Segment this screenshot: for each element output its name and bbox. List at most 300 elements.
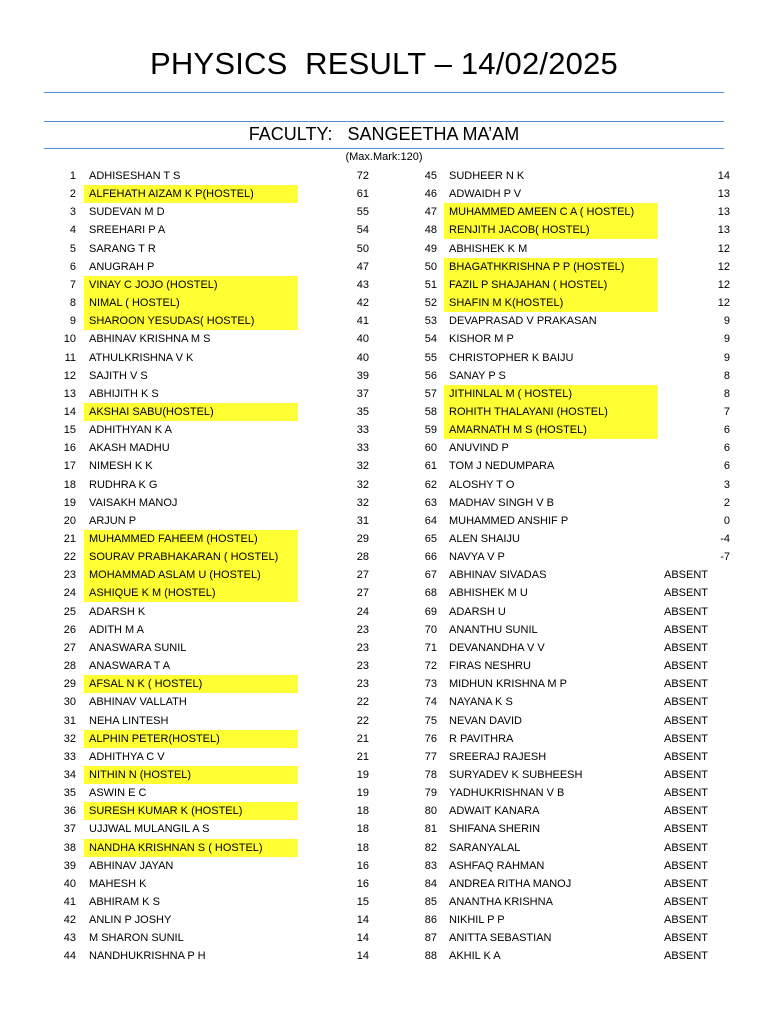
serial-number: 8 [69,297,76,310]
result-row [0,693,768,711]
serial-number: 74 [424,696,437,709]
student-mark: 43 [356,278,369,291]
student-mark: 8 [723,387,730,400]
student-name: CHRISTOPHER K BAIJU [449,351,574,364]
student-name: RENJITH JACOB( HOSTEL) [449,224,590,237]
serial-number: 48 [424,224,437,237]
student-mark: 27 [356,587,369,600]
student-mark: 50 [356,242,369,255]
student-name: ADHITHYA C V [89,750,165,763]
serial-number: 78 [424,768,437,781]
student-name: ASHIQUE K M (HOSTEL) [89,587,216,600]
student-mark: 72 [356,170,369,182]
serial-number: 29 [63,678,76,691]
student-mark: ABSENT [664,623,709,636]
student-mark: ABSENT [664,732,709,745]
student-mark: 13 [717,206,730,219]
faculty-heading: FACULTY: SANGEETHA MA’AM [248,124,520,144]
serial-number: 15 [63,424,76,437]
student-mark: 41 [356,315,369,328]
serial-number: 68 [424,587,437,600]
result-row [0,548,768,566]
student-mark: 15 [356,896,369,908]
serial-number: 85 [424,896,437,908]
student-mark: 18 [356,823,369,836]
student-mark: 23 [356,678,369,691]
result-row [0,566,768,584]
serial-number: 14 [63,405,76,418]
student-name: SANAY P S [449,369,506,382]
student-name: ALFEHATH AIZAM K P(HOSTEL) [89,188,254,201]
student-name: MUHAMMED ANSHIF P [449,514,569,527]
student-mark: ABSENT [664,805,709,818]
student-mark: 61 [356,188,369,201]
serial-number: 36 [63,805,76,818]
student-mark: 55 [356,206,369,219]
student-name: KISHOR M P [449,333,514,346]
serial-number: 22 [63,551,76,564]
result-row [0,167,768,185]
divider [44,148,724,149]
student-mark: -4 [720,533,730,545]
serial-number: 56 [424,369,437,382]
student-name: ANITTA SEBASTIAN [449,932,552,945]
serial-number: 35 [63,787,76,800]
student-name: DEVANANDHA V V [449,641,545,654]
serial-number: 66 [424,551,437,564]
student-mark: 31 [356,514,369,527]
result-row [0,657,768,675]
student-mark: 8 [723,369,730,382]
student-name: ADARSH K [89,605,146,618]
serial-number: 61 [424,460,437,473]
student-mark: 6 [723,442,730,455]
student-mark: 27 [356,569,369,582]
serial-number: 2 [69,188,76,201]
student-name: VINAY C JOJO (HOSTEL) [89,278,218,291]
student-mark: 33 [356,442,369,455]
result-row [0,276,768,294]
serial-number: 10 [63,333,76,346]
result-row [0,258,768,276]
result-row [0,857,768,875]
result-row [0,802,768,820]
student-mark: 21 [356,732,369,745]
student-name: NAYANA K S [449,696,513,709]
student-name: ANANTHU SUNIL [449,623,538,636]
student-mark: 23 [356,623,369,636]
serial-number: 81 [424,823,437,836]
serial-number: 6 [69,260,76,273]
serial-number: 82 [424,841,437,854]
result-row [0,621,768,639]
serial-number: 60 [424,442,437,455]
student-name: NANDHA KRISHNAN S ( HOSTEL) [89,841,263,854]
result-row [0,221,768,239]
serial-number: 47 [424,206,437,219]
max-mark-note: (Max.Mark:120) [345,151,423,163]
student-mark: 12 [717,242,730,255]
student-name: ANASWARA T A [89,660,171,673]
result-row [0,784,768,802]
student-mark: 14 [356,950,369,963]
student-name: FIRAS NESHRU [449,660,531,673]
serial-number: 44 [63,950,76,963]
student-mark: ABSENT [664,877,709,890]
student-mark: 16 [356,877,369,890]
student-name: ROHITH THALAYANI (HOSTEL) [449,405,608,418]
student-name: SREEHARI P A [89,224,166,237]
serial-number: 20 [63,514,76,527]
student-mark: 6 [723,460,730,473]
student-mark: 14 [356,914,369,927]
student-name: DEVAPRASAD V PRAKASAN [449,315,597,328]
student-mark: 0 [723,514,730,527]
student-name: NEHA LINTESH [89,714,169,727]
student-mark: 40 [356,351,369,364]
result-row [0,403,768,421]
student-mark: ABSENT [664,768,709,781]
result-row [0,947,768,965]
student-name: SAJITH V S [89,369,148,382]
student-mark: 14 [356,932,369,945]
student-name: MUHAMMED FAHEEM (HOSTEL) [89,533,258,545]
result-row [0,530,768,548]
serial-number: 24 [63,587,76,600]
student-mark: 14 [717,170,730,182]
serial-number: 18 [63,478,76,491]
result-row [0,584,768,602]
student-name: SREERAJ RAJESH [449,750,547,763]
student-name: SURYADEV K SUBHEESH [449,768,583,781]
serial-number: 7 [69,278,76,291]
serial-number: 62 [424,478,437,491]
serial-number: 54 [424,333,437,346]
serial-number: 12 [63,369,76,382]
serial-number: 55 [424,351,437,364]
student-mark: 42 [356,297,369,310]
student-name: R PAVITHRA [449,732,514,745]
result-row [0,712,768,730]
serial-number: 69 [424,605,437,618]
student-mark: 6 [723,424,730,437]
serial-number: 83 [424,859,437,872]
student-mark: 16 [356,859,369,872]
page-title: PHYSICS RESULT – 14/02/2025 [150,46,618,81]
student-mark: ABSENT [664,896,709,908]
student-mark: 39 [356,369,369,382]
serial-number: 9 [69,315,76,328]
serial-number: 41 [63,896,76,908]
student-mark: 18 [356,805,369,818]
serial-number: 1 [69,170,76,182]
serial-number: 51 [424,278,437,291]
student-mark: 3 [723,478,730,491]
student-name: ANANTHA KRISHNA [449,896,553,908]
student-mark: ABSENT [664,841,709,854]
student-mark: 22 [356,696,369,709]
result-row [0,748,768,766]
serial-number: 25 [63,605,76,618]
student-mark: 12 [717,260,730,273]
serial-number: 42 [63,914,76,927]
student-name: SUDHEER N K [449,170,525,182]
student-name: SUDEVAN M D [89,206,165,219]
student-name: ANUGRAH P [89,260,155,273]
result-row [0,730,768,748]
student-name: AKHIL K A [449,950,501,963]
student-mark: 24 [356,605,369,618]
student-name: ADHITHYAN K A [89,424,172,437]
result-row [0,457,768,475]
student-name: ANLIN P JOSHY [89,914,172,927]
student-mark: 28 [356,551,369,564]
student-mark: 13 [717,188,730,201]
student-name: ALEN SHAIJU [449,533,520,545]
student-mark: 32 [356,460,369,473]
student-mark: 12 [717,297,730,310]
student-name: ALPHIN PETER(HOSTEL) [89,732,220,745]
serial-number: 52 [424,297,437,310]
student-name: AFSAL N K ( HOSTEL) [89,678,203,691]
serial-number: 43 [63,932,76,945]
student-name: JITHINLAL M ( HOSTEL) [449,387,573,400]
serial-number: 4 [69,224,76,237]
serial-number: 5 [69,242,76,255]
result-row [0,240,768,258]
serial-number: 28 [63,660,76,673]
student-mark: 40 [356,333,369,346]
result-row [0,639,768,657]
student-mark: 54 [356,224,369,237]
student-name: NEVAN DAVID [449,714,522,727]
student-name: ANASWARA SUNIL [89,641,187,654]
student-name: NIMAL ( HOSTEL) [89,297,180,310]
serial-number: 16 [63,442,76,455]
student-mark: 13 [717,224,730,237]
serial-number: 13 [63,387,76,400]
student-name: ALOSHY T O [449,478,515,491]
student-name: ABHISHEK M U [449,587,528,600]
student-name: SHAROON YESUDAS( HOSTEL) [89,315,255,328]
serial-number: 39 [63,859,76,872]
student-name: MIDHUN KRISHNA M P [449,678,567,691]
student-name: AMARNATH M S (HOSTEL) [449,424,587,437]
student-name: VAISAKH MANOJ [89,496,178,509]
serial-number: 63 [424,496,437,509]
result-row [0,820,768,838]
serial-number: 11 [64,351,76,364]
student-mark: ABSENT [664,714,709,727]
serial-number: 3 [69,206,76,219]
student-name: FAZIL P SHAJAHAN ( HOSTEL) [449,278,608,291]
result-row [0,675,768,693]
student-mark: 2 [723,496,730,509]
result-row [0,766,768,784]
serial-number: 57 [424,387,437,400]
student-mark: ABSENT [664,660,709,673]
student-name: NIMESH K K [89,460,153,473]
result-row [0,439,768,457]
student-mark: ABSENT [664,678,709,691]
student-mark: 47 [356,260,369,273]
serial-number: 70 [424,623,437,636]
serial-number: 45 [424,170,437,182]
serial-number: 17 [63,460,76,473]
student-name: RUDHRA K G [89,478,158,491]
student-mark: 21 [356,750,369,763]
serial-number: 40 [63,877,76,890]
student-name: NANDHUKRISHNA P H [89,950,206,963]
student-name: MOHAMMAD ASLAM U (HOSTEL) [89,569,261,582]
serial-number: 37 [63,823,76,836]
serial-number: 21 [63,533,76,545]
student-mark: 9 [723,315,730,328]
student-mark: ABSENT [664,605,709,618]
serial-number: 64 [424,514,437,527]
serial-number: 33 [63,750,76,763]
student-mark: 29 [356,533,369,545]
student-name: NIKHIL P P [449,914,505,927]
result-row [0,421,768,439]
divider [44,92,724,93]
student-mark: ABSENT [664,696,709,709]
student-name: SARANG T R [89,242,156,255]
serial-number: 30 [63,696,76,709]
student-mark: 7 [723,405,730,418]
result-row [0,294,768,312]
serial-number: 71 [424,641,437,654]
student-name: SHIFANA SHERIN [449,823,541,836]
serial-number: 75 [424,714,437,727]
student-name: SHAFIN M K(HOSTEL) [449,297,564,310]
serial-number: 80 [424,805,437,818]
result-row [0,512,768,530]
student-name: ANDREA RITHA MANOJ [449,877,572,890]
result-row [0,603,768,621]
student-name: MADHAV SINGH V B [449,496,554,509]
student-name: ASHFAQ RAHMAN [449,859,545,872]
student-mark: 19 [356,768,369,781]
student-name: ABHINAV JAYAN [89,859,174,872]
student-name: SARANYALAL [449,841,521,854]
student-mark: 32 [356,496,369,509]
student-mark: ABSENT [664,750,709,763]
student-mark: ABSENT [664,587,709,600]
result-row [0,893,768,911]
student-mark: 35 [356,405,369,418]
serial-number: 79 [424,787,437,800]
result-row [0,385,768,403]
result-row [0,349,768,367]
student-mark: ABSENT [664,914,709,927]
student-name: ADWAIT KANARA [449,805,540,818]
serial-number: 53 [424,315,437,328]
student-name: NITHIN N (HOSTEL) [89,768,192,781]
serial-number: 88 [424,950,437,963]
student-mark: ABSENT [664,932,709,945]
student-name: ANUVIND P [449,442,509,455]
serial-number: 76 [424,732,437,745]
student-name: ADITH M A [89,623,145,636]
student-mark: 32 [356,478,369,491]
serial-number: 38 [63,841,76,854]
serial-number: 84 [424,877,437,890]
student-name: ADWAIDH P V [449,188,522,201]
result-row [0,367,768,385]
student-mark: -7 [720,551,730,564]
student-name: BHAGATHKRISHNA P P (HOSTEL) [449,260,625,273]
result-row [0,203,768,221]
result-row [0,476,768,494]
serial-number: 72 [424,660,437,673]
result-row [0,312,768,330]
student-name: ATHULKRISHNA V K [89,351,194,364]
serial-number: 73 [424,678,437,691]
student-mark: ABSENT [664,859,709,872]
student-mark: ABSENT [664,950,709,963]
student-name: MUHAMMED AMEEN C A ( HOSTEL) [449,206,635,219]
student-name: NAVYA V P [449,551,505,564]
student-mark: 18 [356,841,369,854]
serial-number: 26 [63,623,76,636]
student-name: AKASH MADHU [89,442,170,455]
student-name: ABHIRAM K S [89,896,160,908]
student-mark: 9 [723,333,730,346]
student-name: ADHISESHAN T S [89,170,181,182]
result-row [0,494,768,512]
student-mark: ABSENT [664,569,709,582]
serial-number: 65 [424,533,437,545]
student-name: ABHIJITH K S [89,387,159,400]
student-name: ADARSH U [449,605,506,618]
student-name: YADHUKRISHNAN V B [449,787,565,800]
serial-number: 46 [424,188,437,201]
serial-number: 32 [63,732,76,745]
serial-number: 50 [424,260,437,273]
result-row [0,839,768,857]
student-name: MAHESH K [89,877,147,890]
student-name: ARJUN P [89,514,137,527]
result-row [0,875,768,893]
serial-number: 58 [424,405,437,418]
student-mark: 9 [723,351,730,364]
serial-number: 34 [63,768,76,781]
student-mark: 23 [356,641,369,654]
student-name: M SHARON SUNIL [89,932,184,945]
student-name: ABHINAV SIVADAS [449,569,547,582]
serial-number: 27 [63,641,76,654]
student-name: ABHINAV VALLATH [89,696,187,709]
student-name: AKSHAI SABU(HOSTEL) [89,405,214,418]
student-name: SURESH KUMAR K (HOSTEL) [89,805,243,818]
student-mark: 22 [356,714,369,727]
student-name: TOM J NEDUMPARA [449,460,555,473]
result-row [0,911,768,929]
student-mark: ABSENT [664,823,709,836]
student-mark: 12 [717,278,730,291]
result-row [0,330,768,348]
serial-number: 49 [424,242,437,255]
student-name: ABHISHEK K M [449,242,528,255]
student-name: ASWIN E C [89,787,147,800]
student-mark: 37 [356,387,369,400]
student-name: SOURAV PRABHAKARAN ( HOSTEL) [89,551,279,564]
student-mark: ABSENT [664,787,709,800]
serial-number: 87 [424,932,437,945]
student-mark: 19 [356,787,369,800]
student-mark: 33 [356,424,369,437]
